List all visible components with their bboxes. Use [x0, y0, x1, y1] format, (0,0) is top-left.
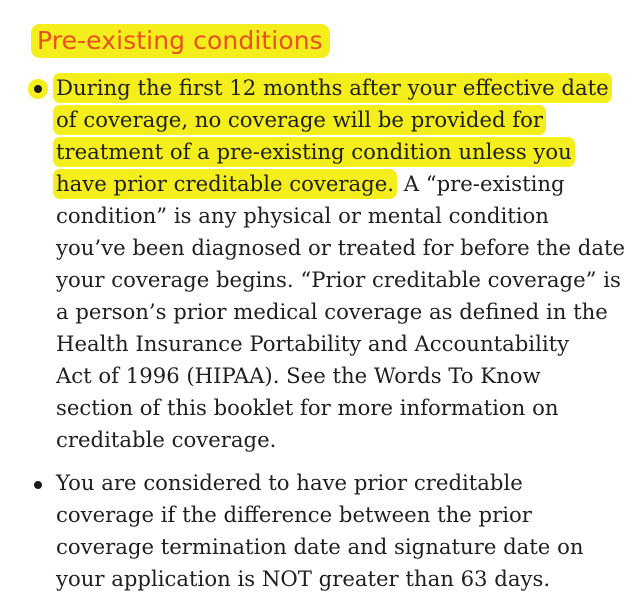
bullet1-line-4 [56, 168, 565, 200]
plain-text: Act of 1996 (HIPAA). See the Words To Know [56, 363, 541, 388]
bullet1-line-2 [56, 104, 546, 136]
plain-text: Health Insurance Portability and Accountability [56, 331, 570, 356]
bullet1-line-5 [56, 200, 549, 232]
section-heading: Pre-existing conditions [31, 24, 330, 58]
highlighted-text: During the first 12 months after your effective date [53, 73, 612, 103]
bullet1-line-11 [56, 392, 558, 424]
plain-text: you’ve been diagnosed or treated for before the date [56, 235, 626, 260]
bullet1-line-8 [56, 296, 608, 328]
bullet1-line-3 [56, 136, 575, 168]
bullet2-line-4: your application is NOT greater than 63 days. [56, 566, 551, 591]
bullet2-line-3: coverage termination date and signature date on [56, 534, 584, 559]
bullet2-line-1: You are considered to have prior creditable [56, 470, 523, 495]
bullet1-line-10 [56, 360, 541, 392]
bullet2-line-2: coverage if the difference between the prior [56, 502, 532, 527]
highlighted-text: of coverage, no coverage will be provided for [53, 105, 546, 135]
plain-text: section of this booklet for more information on [56, 395, 559, 420]
bullet1-line-7 [56, 264, 621, 296]
bullet1-line-6 [56, 232, 625, 264]
bullet-dot-1 [34, 85, 42, 93]
section-heading-wrap [31, 24, 330, 58]
highlighted-text: treatment of a pre-existing condition unless you [53, 137, 575, 167]
plain-text: creditable coverage. [56, 427, 277, 452]
plain-text: A “pre-existing [396, 171, 565, 196]
highlighted-text: have prior creditable coverage. [53, 169, 397, 199]
bullet1-line-1 [56, 72, 612, 104]
bullet1-line-12 [56, 424, 276, 456]
plain-text: your coverage begins. “Prior creditable coverage” is [56, 267, 621, 292]
bullet1-line-9 [56, 328, 569, 360]
plain-text: condition” is any physical or mental condition [56, 203, 549, 228]
bullet-dot-2 [34, 481, 42, 489]
plain-text: a person’s prior medical coverage as defined in the [56, 299, 608, 324]
